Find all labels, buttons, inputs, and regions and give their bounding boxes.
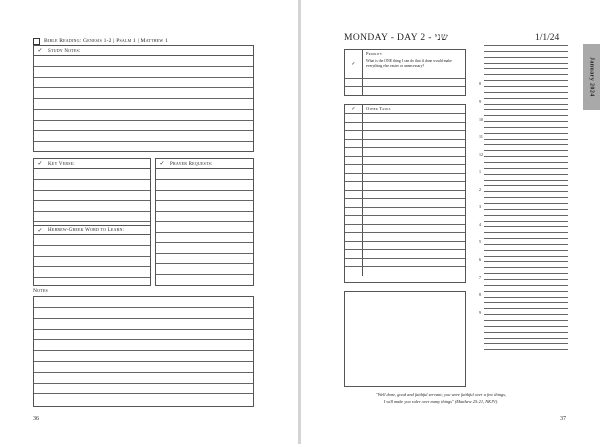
- check-cell[interactable]: [345, 242, 363, 250]
- key-verse-header: [34, 159, 150, 169]
- task-cell[interactable]: [363, 259, 465, 267]
- task-row: [345, 216, 465, 225]
- task-cell[interactable]: [363, 123, 465, 131]
- hour-label: 12: [479, 151, 483, 157]
- check-icon: ✓: [37, 160, 43, 167]
- schedule-line: [484, 308, 568, 309]
- task-cell[interactable]: [363, 191, 465, 199]
- task-row: [345, 157, 465, 166]
- schedule-line: [484, 256, 568, 257]
- writing-line: [156, 221, 253, 222]
- writing-line: [156, 274, 253, 275]
- bible-reading-checkbox[interactable]: [33, 38, 40, 45]
- hour-label: 2: [479, 186, 481, 192]
- day-title: MONDAY - DAY 2 - שני: [344, 33, 449, 43]
- schedule-line: [484, 191, 568, 192]
- writing-line: [34, 307, 253, 308]
- hebrew-greek-header: [34, 225, 150, 235]
- date: 1/1/24: [535, 33, 560, 43]
- priority-row: [345, 79, 465, 87]
- task-row: [345, 191, 465, 200]
- writing-line: [156, 242, 253, 243]
- schedule-line: [484, 232, 568, 233]
- hour-label: 6: [479, 256, 481, 262]
- prayer-requests-box: [155, 158, 254, 286]
- task-cell[interactable]: [363, 114, 465, 122]
- check-icon: ✓: [159, 160, 165, 167]
- hour-label: 8: [479, 81, 481, 87]
- priority-row: [345, 87, 465, 95]
- writing-line: [34, 130, 253, 131]
- writing-line: [156, 253, 253, 254]
- schedule-line: [484, 238, 568, 239]
- writing-line: [156, 232, 253, 233]
- task-row: [345, 199, 465, 208]
- schedule-line: [484, 45, 568, 46]
- schedule-line: [484, 150, 568, 151]
- schedule-line: [484, 320, 568, 321]
- writing-line: [34, 329, 253, 330]
- prayer-requests-header: [156, 159, 253, 169]
- schedule-line: [484, 273, 568, 274]
- study-notes-header: [34, 46, 253, 56]
- key-verse-label: Key Verse:: [48, 161, 75, 167]
- writing-line: [156, 200, 253, 201]
- check-icon: ✓: [37, 226, 43, 234]
- writing-line: [156, 179, 253, 180]
- task-row: [345, 148, 465, 157]
- study-notes-box: [33, 45, 254, 152]
- writing-line: [156, 263, 253, 264]
- priority-label: Priority: [366, 51, 383, 56]
- writing-line: [34, 318, 253, 319]
- page-number-left: 36: [33, 416, 39, 422]
- task-row: [345, 225, 465, 234]
- check-cell[interactable]: [345, 114, 363, 122]
- task-row: [345, 140, 465, 149]
- schedule-line: [484, 279, 568, 280]
- schedule-line: [484, 326, 568, 327]
- month-tab-label: January 2024: [588, 57, 595, 97]
- check-cell[interactable]: [345, 148, 363, 156]
- writing-line: [34, 87, 253, 88]
- schedule-line: [484, 68, 568, 69]
- hour-label: 10: [479, 116, 483, 122]
- priority-cell: [363, 50, 465, 78]
- task-row: [345, 267, 465, 276]
- schedule-line: [484, 209, 568, 210]
- schedule-line: [484, 86, 568, 87]
- task-cell: [363, 79, 465, 86]
- check-icon: ✓: [345, 105, 363, 113]
- task-cell: [363, 87, 465, 95]
- schedule-line: [484, 221, 568, 222]
- notes-box: [33, 296, 254, 407]
- quote-line-1: "Well done, good and faithful servant; you were faithful over a few things,: [375, 392, 507, 397]
- task-cell[interactable]: [363, 225, 465, 233]
- schedule-line: [484, 63, 568, 64]
- task-cell[interactable]: [363, 182, 465, 190]
- writing-line: [34, 350, 253, 351]
- schedule-line: [484, 144, 568, 145]
- task-row: [345, 105, 465, 114]
- schedule-line: [484, 162, 568, 163]
- bible-reading-label: Bible Reading: Genesis 1-2 | Psalm 1 | Matthew 1: [44, 38, 168, 44]
- schedule-line: [484, 115, 568, 116]
- schedule-line: [484, 57, 568, 58]
- hour-label: 9: [479, 99, 481, 104]
- schedule-line: [484, 109, 568, 110]
- check-cell: [345, 79, 363, 86]
- study-notes-label: Study Notes:: [48, 48, 81, 54]
- right-page: [301, 0, 600, 444]
- task-row: [345, 165, 465, 174]
- schedule-line: [484, 314, 568, 315]
- hour-label: 9: [479, 309, 481, 315]
- schedule-line: [484, 261, 568, 262]
- check-cell[interactable]: [345, 191, 363, 199]
- month-tab[interactable]: [583, 44, 600, 110]
- task-cell[interactable]: [363, 157, 465, 165]
- check-cell[interactable]: [345, 216, 363, 224]
- writing-line: [34, 98, 253, 99]
- task-row: [345, 242, 465, 251]
- writing-line: [34, 372, 253, 373]
- other-tasks-table: [344, 104, 466, 283]
- task-cell[interactable]: [363, 174, 465, 182]
- task-cell[interactable]: [363, 242, 465, 250]
- check-cell[interactable]: [345, 199, 363, 207]
- schedule-line: [484, 197, 568, 198]
- writing-line: [34, 141, 253, 142]
- key-verse-box: [33, 158, 151, 286]
- task-row: [345, 259, 465, 268]
- task-cell[interactable]: [363, 267, 465, 276]
- writing-line: [34, 245, 150, 246]
- hour-label: 8: [479, 292, 481, 298]
- hour-label: 11: [479, 134, 483, 140]
- schedule-line: [484, 174, 568, 175]
- writing-line: [34, 221, 150, 222]
- task-row: [345, 208, 465, 217]
- hour-label: 1: [479, 169, 481, 175]
- task-row: [345, 123, 465, 132]
- check-icon: ✓: [345, 50, 363, 78]
- task-cell[interactable]: [363, 216, 465, 224]
- task-row: [345, 182, 465, 191]
- check-cell[interactable]: [345, 259, 363, 267]
- quote-line-2: I will make you ruler over many things" (Matthew 25:21, NKJV).: [383, 399, 499, 404]
- schedule-line: [484, 127, 568, 128]
- check-cell[interactable]: [345, 182, 363, 190]
- check-cell[interactable]: [345, 174, 363, 182]
- writing-line: [34, 256, 150, 257]
- check-cell[interactable]: [345, 140, 363, 148]
- schedule-line: [484, 92, 568, 93]
- writing-line: [34, 109, 253, 110]
- task-row: [345, 114, 465, 123]
- check-cell[interactable]: [345, 157, 363, 165]
- task-row: [345, 174, 465, 183]
- priority-question: What is the ONE thing I can do that if done would make everything else easier or unnecessary?: [366, 59, 452, 68]
- schedule-line: [484, 180, 568, 181]
- writing-line: [34, 266, 150, 267]
- check-cell: [345, 87, 363, 95]
- task-row: [345, 233, 465, 242]
- check-cell[interactable]: [345, 131, 363, 139]
- page-number-right: 37: [560, 416, 566, 422]
- writing-line: [156, 190, 253, 191]
- task-cell[interactable]: [363, 208, 465, 216]
- prayer-requests-label: Prayer Requests:: [170, 161, 213, 167]
- hebrew-greek-label: Hebrew-Greek Word to Learn:: [48, 228, 125, 233]
- check-cell[interactable]: [345, 208, 363, 216]
- schedule-line: [484, 285, 568, 286]
- schedule-line: [484, 156, 568, 157]
- task-cell[interactable]: [363, 250, 465, 258]
- writing-line: [34, 393, 253, 394]
- task-cell[interactable]: [363, 165, 465, 173]
- task-cell[interactable]: [363, 233, 465, 241]
- schedule-line: [484, 185, 568, 186]
- task-row: [345, 250, 465, 259]
- check-cell[interactable]: [345, 165, 363, 173]
- schedule-line: [484, 139, 568, 140]
- writing-line: [34, 190, 150, 191]
- writing-line: [34, 383, 253, 384]
- schedule-line: [484, 80, 568, 81]
- writing-line: [34, 211, 150, 212]
- writing-line: [34, 200, 150, 201]
- schedule-line: [484, 297, 568, 298]
- task-cell[interactable]: [363, 140, 465, 148]
- schedule-line: [484, 133, 568, 134]
- check-cell[interactable]: [345, 225, 363, 233]
- check-cell[interactable]: [345, 123, 363, 131]
- schedule-line: [484, 51, 568, 52]
- other-tasks-label: Other Tasks: [366, 106, 391, 111]
- check-icon: ✓: [37, 47, 43, 54]
- schedule-line: [484, 332, 568, 333]
- notes-label: Notes: [33, 288, 48, 294]
- schedule-line: [484, 291, 568, 292]
- left-page: [0, 0, 298, 444]
- schedule-line: [484, 338, 568, 339]
- check-cell[interactable]: [345, 233, 363, 241]
- writing-line: [34, 361, 253, 362]
- task-cell[interactable]: [363, 148, 465, 156]
- schedule-line: [484, 215, 568, 216]
- hour-label: 4: [479, 221, 481, 227]
- schedule-line: [484, 267, 568, 268]
- schedule-line: [484, 74, 568, 75]
- schedule-line: [484, 250, 568, 251]
- schedule-line: [484, 302, 568, 303]
- writing-line: [34, 66, 253, 67]
- schedule-line: [484, 104, 568, 105]
- task-row: [345, 131, 465, 140]
- writing-line: [34, 339, 253, 340]
- hour-label: 7: [479, 274, 481, 280]
- writing-line: [34, 120, 253, 121]
- schedule-line: [484, 349, 568, 350]
- check-cell[interactable]: [345, 267, 363, 276]
- priority-row: [345, 50, 465, 79]
- task-cell[interactable]: [363, 131, 465, 139]
- quote: [341, 391, 541, 405]
- writing-line: [34, 77, 253, 78]
- priority-table: [344, 49, 466, 96]
- writing-line: [156, 211, 253, 212]
- schedule-line: [484, 98, 568, 99]
- schedule-line: [484, 343, 568, 344]
- schedule-line: [484, 168, 568, 169]
- task-cell[interactable]: [363, 199, 465, 207]
- schedule-line: [484, 226, 568, 227]
- hour-label: 3: [479, 204, 481, 210]
- writing-line: [34, 277, 150, 278]
- hour-label: 5: [479, 239, 481, 245]
- memo-box: [344, 291, 466, 387]
- check-cell[interactable]: [345, 250, 363, 258]
- schedule-line: [484, 244, 568, 245]
- writing-line: [34, 179, 150, 180]
- schedule-line: [484, 203, 568, 204]
- schedule-line: [484, 121, 568, 122]
